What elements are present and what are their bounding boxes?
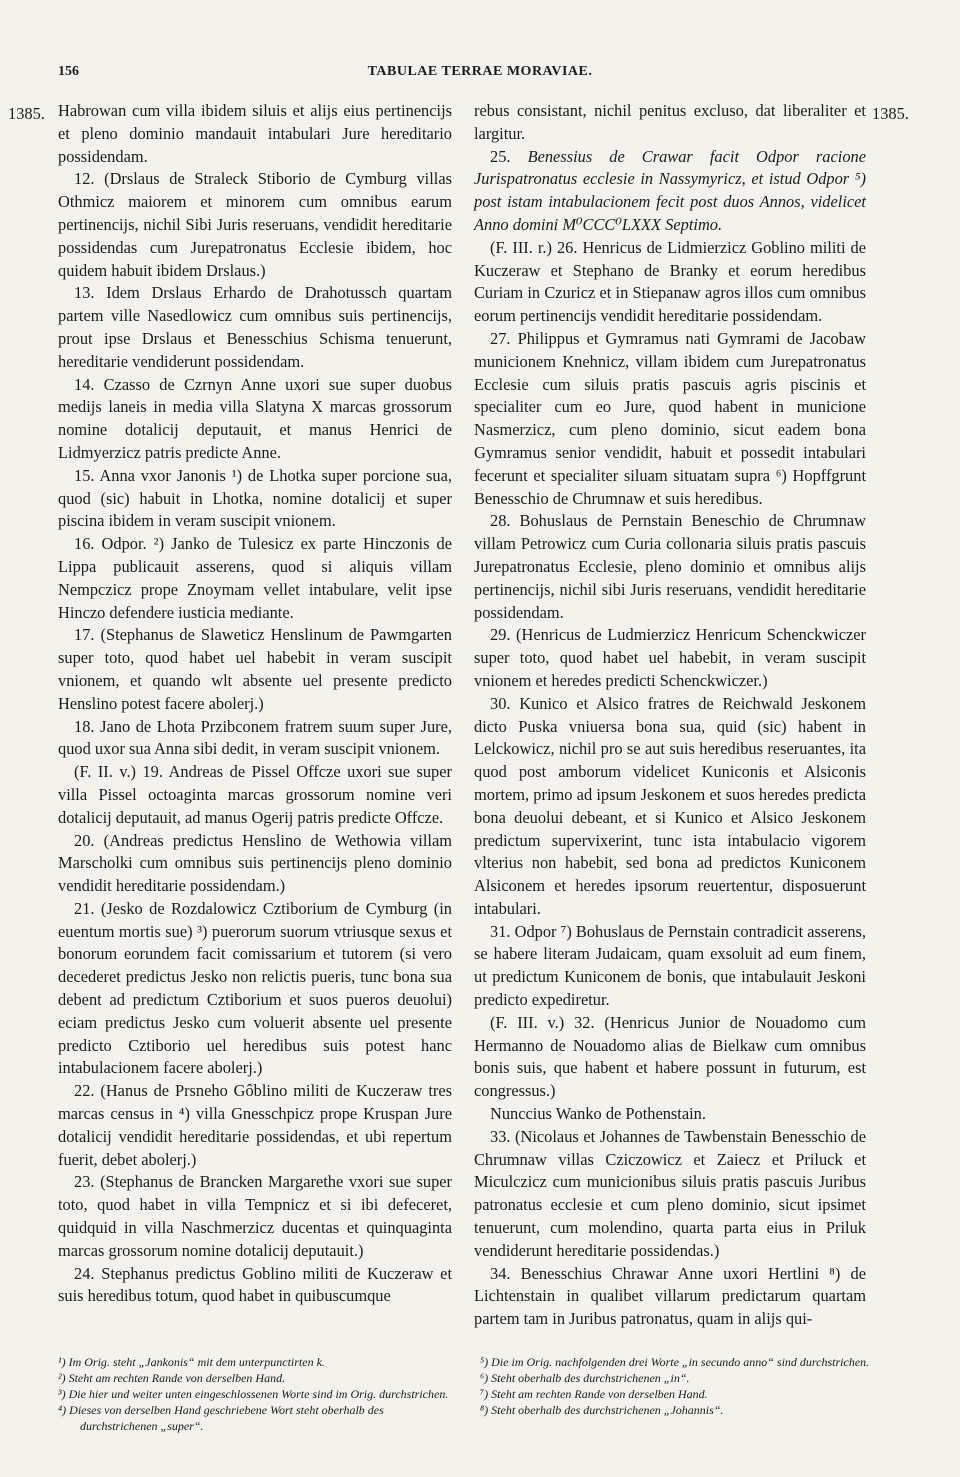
footnote-1: ¹) Im Orig. steht „Jankonis“ mit dem unterpunctirten k.	[58, 1355, 325, 1369]
left-column	[58, 100, 452, 1308]
entry-25-text: Benessius de Crawar facit Odpor racione Jurispatronatus ecclesie in Nassymyricz, et istud Odpor ⁵) post istam intabulacionem fecit post duos Annos, videlicet Anno domini M⁰CCC⁰LXXX Septimo.	[474, 146, 866, 234]
entry-18: 18. Jano de Lhota Przibconem fratrem suum super Jure, quod uxor sua Anna sibi dedit, in veram suscipit vnionem.	[58, 716, 452, 759]
footnote-3: ³) Die hier und weiter unten eingeschlossenen Worte sind im Orig. durchstrichen.	[58, 1387, 449, 1401]
entry-17: 17. (Stephanus de Slaweticz Henslinum de Pawmgarten super toto, quod habet uel habebit in veram suscipit vnionem, et quando wlt absente uel presente predicto Henslino potest facere abolerj.)	[58, 625, 452, 713]
footnote-7: ⁷) Steht am rechten Rande von derselben Hand.	[480, 1387, 708, 1401]
entry-31: 31. Odpor ⁷) Bohuslaus de Pernstain contradicit asserens, se habere literam Judaicam, quam exsoluit ad eum finem, ut predictum Kuniconem de bonis, que intabulauit Jeskoni predicto expediretur.	[474, 921, 866, 1010]
page-header	[0, 64, 960, 86]
entry-24: 24. Stephanus predictus Goblino militi de Kuczeraw et suis heredibus totum, quod habet in quibuscumque	[58, 1263, 452, 1306]
entry-26: (F. III. r.) 26. Henricus de Lidmierzicz Goblino militi de Kuczeraw et Stephano de Branky et eorum heredibus Curiam in Czuricz et in Stiepanaw agros illos cum omnibus eorum pertinencijs vendidit hereditarie possidendam.	[474, 237, 866, 326]
entry-23: 23. (Stephanus de Brancken Margarethe vxori sue super toto, quod habet in villa Tempnicz et si ibi defeceret, quidquid in villa Naschmerzicz ducentas et quinquaginta marcas grossorum nomine dotalicij deputauit.)	[58, 1172, 452, 1260]
entry-14: 14. Czasso de Czrnyn Anne uxori sue super duobus medijs laneis in media villa Slatyna X marcas grossorum nomine dotalicij deputauit, et manus Henrici de Lidmyerzicz patris predicte Anne.	[58, 374, 452, 462]
entry-13: 13. Idem Drslaus Erhardo de Drahotussch quartam partem ville Nasedlowicz cum omnibus suis pertinencijs, prout ipse Drslaus et Benesschius Schisma tenuerunt, hereditarie vendiderunt possidendam.	[58, 283, 452, 371]
entry-20: 20. (Andreas predictus Henslino de Wethowia villam Marscholki cum omnibus suis pertinencijs pleno dominio vendidit hereditarie possidendam.)	[58, 830, 452, 896]
entry-29: 29. (Henricus de Ludmierzicz Henricum Schenckwiczer super toto, quod habet uel habebit, in veram suscipit vnionem et heredes predicti Schenckwiczer.)	[474, 625, 866, 690]
entry-32: (F. III. v.) 32. (Henricus Junior de Nouadomo cum Hermanno de Nouadomo alias de Bielkaw cum omnibus bonis suis, que habent et habere possunt in futurum, est congressus.)	[474, 1012, 866, 1101]
running-title: TABULAE TERRAE MORAVIAE.	[367, 64, 593, 79]
entry-16: 16. Odpor. ²) Janko de Tulesicz ex parte Hinczonis de Lippa publicauit asserens, quod si aliquis villam Nempczicz prope Znoymam vellet intabulare, velit ipse Hinczo defendere iusticia mediante.	[58, 534, 452, 622]
entry-25-number: 25.	[490, 146, 511, 166]
entry-15: 15. Anna vxor Janonis ¹) de Lhotka super porcione sua, quod (sic) habuit in Lhotka, nomine dotalicij et super piscina ibidem in veram suscipit vnionem.	[58, 465, 452, 531]
footnote-2: ²) Steht am rechten Rande von derselben Hand.	[58, 1371, 286, 1385]
footnote-5: ⁵) Die im Orig. nachfolgenden drei Worte „in secundo anno“ sind durchstrichen.	[480, 1355, 870, 1369]
entry-12: 12. (Drslaus de Straleck Stiborio de Cymburg villas Othmicz maiorem et minorem cum omnibus earum pertinencijs, nichil Sibi Juris reseruans, vendidit hereditarie possidendas cum Jurepatronatus Ecclesie ibidem, hoc quidem habuit ibidem Drslaus.)	[58, 169, 452, 280]
entry-27: 27. Philippus et Gymramus nati Gymrami de Jacobaw municionem Knehnicz, villam ibidem cum Jurepatronatus Ecclesie cum siluis pratis pascuis agris piscinis et specialiter cum eo Jure, quod habent in municione Nasmerzicz, cum pleno dominio, sicut eadem bona Gymramus senior vendidit, habuit et possedit intabulari fecerunt et specialiter siluam situatam supra ⁶) Hopffgrunt Benesschio de Chrumnaw et suis heredibus.	[474, 328, 866, 508]
entry-22: 22. (Hanus de Prsneho Gôblino militi de Kuczeraw tres marcas census in ⁴) villa Gnesschpicz prope Kruspan Jure dotalicij vendidit hereditarie possidendas, et ubi repertum fuerit, debet abolerj.)	[58, 1081, 452, 1169]
right-column	[474, 100, 866, 1331]
entry-33: 33. (Nicolaus et Johannes de Tawbenstain Benesschio de Chrumnaw villas Cziczowicz et Zaiecz et Priluck et Miculczicz cum municionibus siluis pratis pascuis Juribus patronatus ecclesie et cum pleno dominio, sicut ipsimet tenuerunt, cum molendino, quarta parta eius in Priluk vendiderunt hereditarie possidendas.)	[474, 1126, 866, 1260]
margin-year-right: 1385.	[872, 104, 909, 123]
footnotes-left	[58, 1354, 458, 1434]
footnote-8: ⁸) Steht oberhalb des durchstrichenen „Johannis“.	[480, 1403, 724, 1417]
entry-34: 34. Benesschius Chrawar Anne uxori Hertlini ⁸) de Lichtenstain in qualibet villarum predictarum quartam partem tam in Juribus patronatus, quam in alijs qui-	[474, 1263, 866, 1329]
entry-28: 28. Bohuslaus de Pernstain Beneschio de Chrumnaw villam Petrowicz cum Curia collonaria siluis pratis pascuis Jurepatronatus Ecclesie, pleno dominio et omnibus alijs pertinencijs, nichil sibi Juris reseruans, vendidit hereditarie possidendam.	[474, 511, 866, 622]
entry-21: 21. (Jesko de Rozdalowicz Cztiborium de Cymburg (in euentum mortis sue) ³) puerorum suorum vtriusque sexus et bonorum eorundem facit comissarium et tutorem (si vero decederet predictus Jesko non relictis pueris, tunc bona sua debent ad predictum Cztiborium et suos pueros deuolui) eciam predictus Jesko cum voluerit absente uel presente predicto Cztiborio uel heredibus suis potest hanc intabulacionem facere abolerj.)	[58, 898, 452, 1078]
entry-24-continued: rebus consistant, nichil penitus excluso, dat liberaliter et largitur.	[474, 101, 866, 143]
entry-25	[474, 146, 866, 237]
margin-year-left: 1385.	[8, 104, 45, 123]
entry-19: (F. II. v.) 19. Andreas de Pissel Offcze uxori sue super villa Pissel octoaginta marcas grossorum nomine veri dotalicij deputauit, ad manus Ogerij patris predicte Offcze.	[58, 762, 452, 827]
footnote-4: ⁴) Dieses von derselben Hand geschriebene Wort steht oberhalb des durchstrichenen „super“.	[58, 1403, 384, 1433]
page-number: 156	[58, 64, 79, 79]
entry-30: 30. Kunico et Alsico fratres de Reichwald Jeskonem dicto Puska vniuersa bona sua, quid (sic) habent in Lelckowicz, nichil pro se aut suis heredibus reseruantes, ita quod post amborum videlicet Kuniconis et Alsiconis mortem, primo ad ipsum Jeskonem et suos heredes predicta bona deuolui debeant, et si Kunico et Alsico Jeskonem predictum supervixerint, tunc ista intabulacio vigorem vlterius non habebit, sed bona ad predictos Kuniconem Alsiconem et heredes ipsorum reuertentur, disposuerunt intabulari.	[474, 693, 866, 918]
footnotes-right	[480, 1354, 870, 1418]
footnote-6: ⁶) Steht oberhalb des durchstrichenen „in“.	[480, 1371, 690, 1385]
nuncius-line: Nunccius Wanko de Pothenstain.	[490, 1104, 706, 1124]
entry-11-continued: Habrowan cum villa ibidem siluis et alijs eius pertinencijs et pleno dominio mandauit intabulari Jure hereditario possidendam.	[58, 101, 452, 166]
